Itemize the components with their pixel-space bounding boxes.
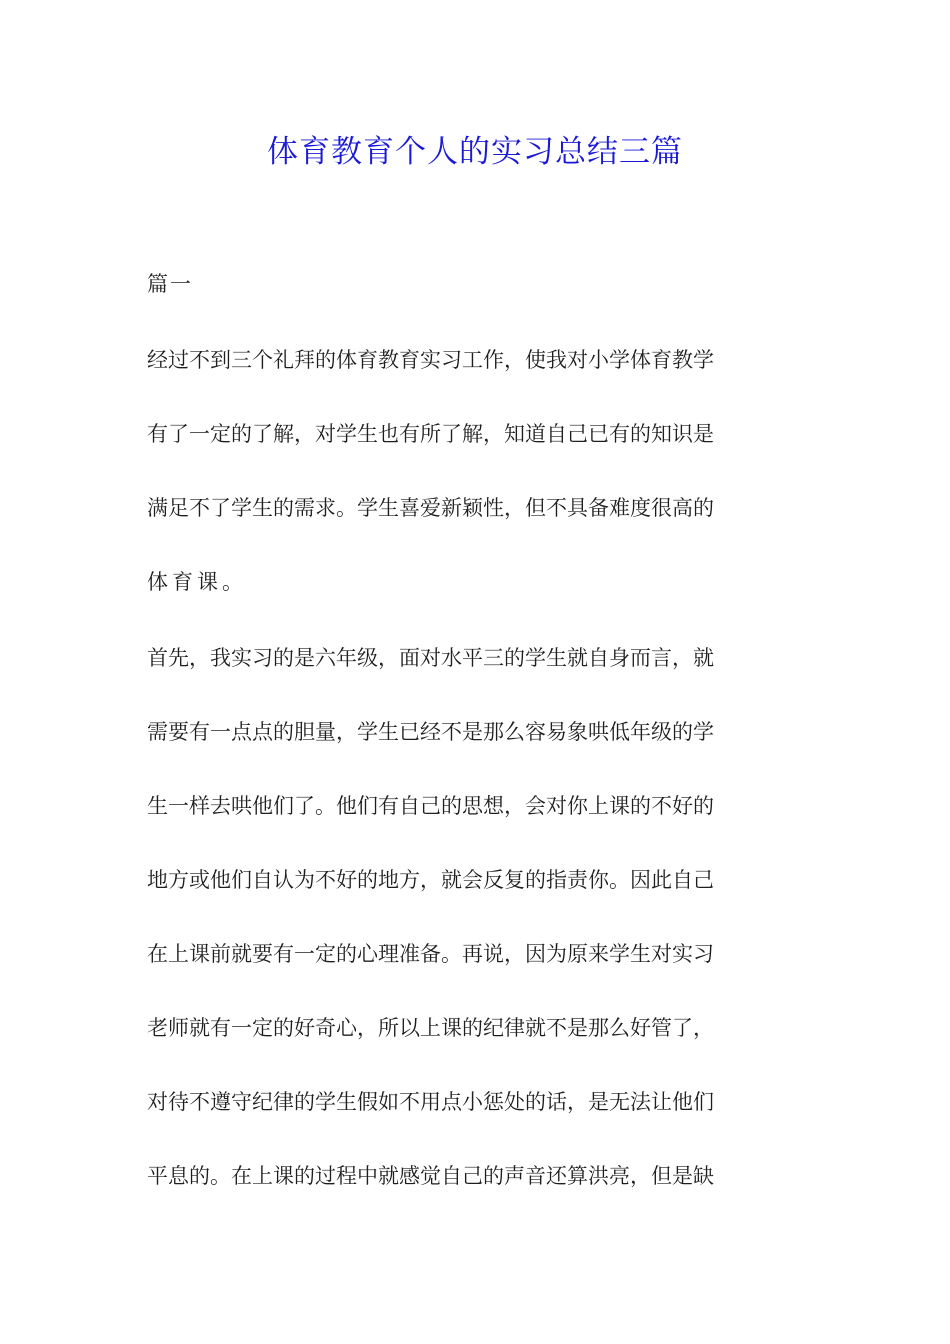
paragraph-line: 体育课。 <box>147 570 247 594</box>
paragraph-line: 首先，我实习的是六年级，面对水平三的学生就自身而言，就 <box>147 646 714 670</box>
paragraph-line: 生一样去哄他们了。他们有自己的思想，会对你上课的不好的 <box>147 794 714 818</box>
paragraph-line: 在上课前就要有一定的心理准备。再说，因为原来学生对实习 <box>147 942 714 966</box>
paragraph-line: 平息的。在上课的过程中就感觉自己的声音还算洪亮，但是缺 <box>147 1164 714 1188</box>
paragraph-line: 经过不到三个礼拜的体育教育实习工作，使我对小学体育教学 <box>147 348 714 372</box>
document-title: 体育教育个人的实习总结三篇 <box>267 134 683 170</box>
paragraph-line: 满足不了学生的需求。学生喜爱新颖性，但不具备难度很高的 <box>147 496 714 520</box>
section-label: 篇一 <box>147 272 193 296</box>
paragraph-line: 对待不遵守纪律的学生假如不用点小惩处的话，是无法让他们 <box>147 1090 714 1114</box>
paragraph-line: 有了一定的了解，对学生也有所了解，知道自己已有的知识是 <box>147 422 714 446</box>
paragraph-line: 需要有一点点的胆量，学生已经不是那么容易象哄低年级的学 <box>147 720 714 744</box>
paragraph-line: 老师就有一定的好奇心，所以上课的纪律就不是那么好管了， <box>147 1016 714 1040</box>
paragraph-line: 地方或他们自认为不好的地方，就会反复的指责你。因此自己 <box>147 868 714 892</box>
